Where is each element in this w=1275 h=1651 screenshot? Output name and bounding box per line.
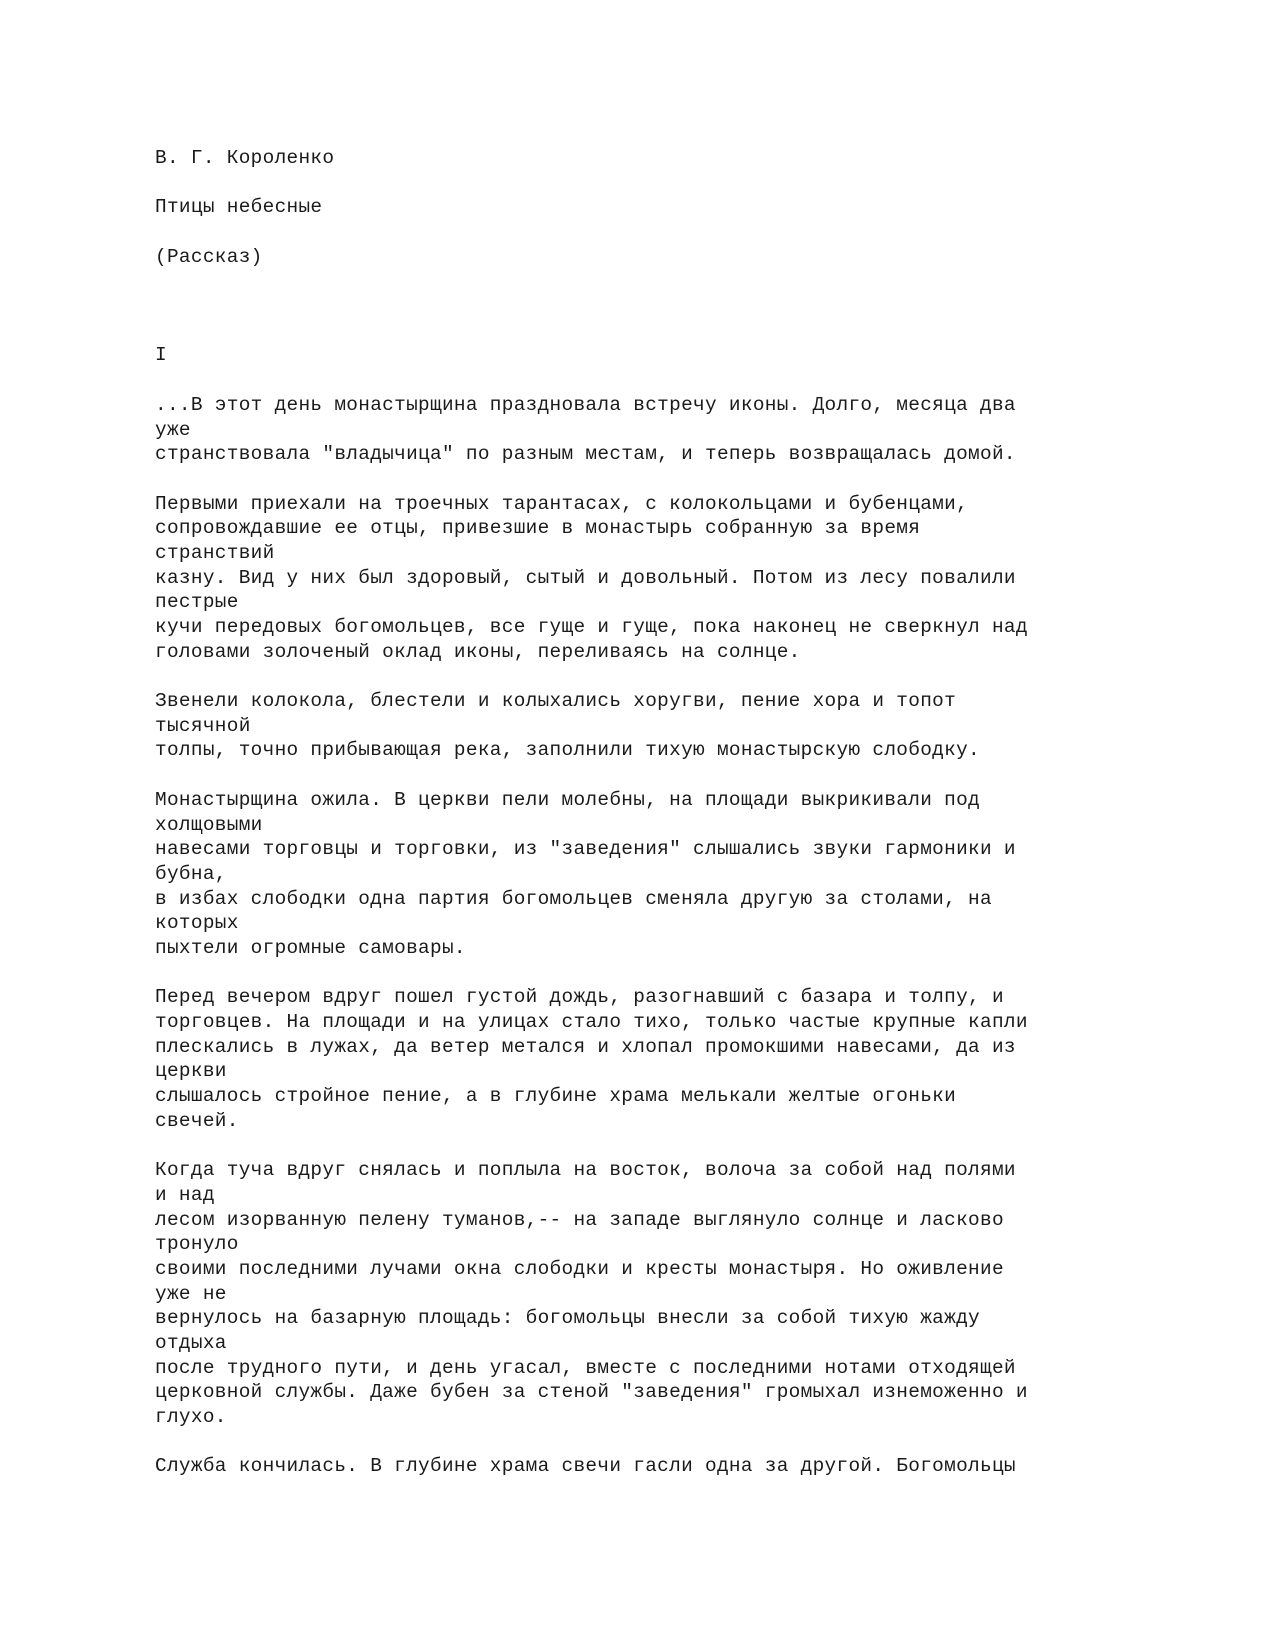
text-line: толпы, точно прибывающая река, заполнили тихую монастырскую слободку. xyxy=(155,739,980,762)
text-line: плескались в лужах, да ветер метался и хлопал промокшими навесами, да из xyxy=(155,1035,1016,1058)
paragraph xyxy=(155,393,1155,467)
text-line: ...В этот день монастырщина праздновала встречу иконы. Долго, месяца два xyxy=(155,393,1016,416)
author-name: В. Г. Короленко xyxy=(155,147,335,169)
text-line: головами золоченый оклад иконы, переливаясь на солнце. xyxy=(155,640,801,663)
text-line: которых xyxy=(155,912,239,935)
text-line: Служба кончилась. В глубине храма свечи гасли одна за другой. Богомольцы xyxy=(155,1455,1016,1478)
text-line: Первыми приехали на троечных тарантасах, с колокольцами и бубенцами, xyxy=(155,492,969,515)
paragraph xyxy=(155,788,1155,961)
chapter-number: I xyxy=(155,344,167,367)
text-line: пестрые xyxy=(155,591,239,614)
story-title: Птицы небесные xyxy=(155,196,323,219)
text-line: сопровождавшие ее отцы, привезшие в монастырь собранную за время xyxy=(155,517,921,540)
text-line: странствовала "владычица" по разным местам, и теперь возвращалась домой. xyxy=(155,443,1016,466)
text-line: кучи передовых богомольцев, все гуще и гуще, пока наконец не сверкнул над xyxy=(155,616,1028,638)
text-line: лесом изорванную пелену туманов,-- на западе выглянуло солнце и ласково xyxy=(155,1208,1004,1231)
text-line: уже не xyxy=(155,1282,227,1305)
document-page xyxy=(155,146,1155,1479)
paragraph xyxy=(155,985,1155,1133)
text-line: пыхтели огромные самовары. xyxy=(155,936,466,959)
text-line: холщовыми xyxy=(155,813,263,836)
story-body xyxy=(155,393,1155,1479)
text-line: церковной службы. Даже бубен за стеной "заведения" громыхал изнеможенно и xyxy=(155,1381,1028,1404)
text-line: своими последними лучами окна слободки и кресты монастыря. Но оживление xyxy=(155,1257,1004,1280)
text-line: странствий xyxy=(155,541,275,564)
text-line: бубна, xyxy=(155,862,227,885)
text-line: слышалось стройное пение, а в глубине храма мелькали желтые огоньки xyxy=(155,1085,957,1108)
text-line: тысячной xyxy=(155,714,251,737)
text-line: навесами торговцы и торговки, из "заведения" слышались звуки гармоники и xyxy=(155,838,1016,861)
text-line: Монастырщина ожила. В церкви пели молебны, на площади выкрикивали под xyxy=(155,788,980,811)
paragraph xyxy=(155,689,1155,763)
text-line: после трудного пути, и день угасал, вместе с последними нотами отходящей xyxy=(155,1356,1016,1379)
text-line: отдыха xyxy=(155,1331,227,1354)
paragraph xyxy=(155,1158,1155,1430)
text-line: Звенели колокола, блестели и колыхались хоругви, пение хора и топот xyxy=(155,690,957,713)
text-line: казну. Вид у них был здоровый, сытый и довольный. Потом из лесу повалили xyxy=(155,566,1016,589)
text-line: Когда туча вдруг снялась и поплыла на восток, волоча за собой над полями xyxy=(155,1159,1016,1182)
text-line: тронуло xyxy=(155,1233,239,1256)
text-line: в избах слободки одна партия богомольцев сменяла другую за столами, на xyxy=(155,887,992,910)
text-line: и над xyxy=(155,1183,215,1206)
text-line: глухо. xyxy=(155,1406,227,1428)
text-line: церкви xyxy=(155,1060,227,1083)
paragraph xyxy=(155,1454,1155,1479)
text-line: торговцев. На площади и на улицах стало тихо, только частые крупные капли xyxy=(155,1011,1028,1033)
story-subtitle: (Рассказ) xyxy=(155,245,263,268)
text-line: вернулось на базарную площадь: богомольцы внесли за собой тихую жажду xyxy=(155,1307,980,1330)
text-line: уже xyxy=(155,418,191,441)
paragraph xyxy=(155,492,1155,665)
text-line: Перед вечером вдруг пошел густой дождь, разогнавший с базара и толпу, и xyxy=(155,986,1004,1009)
text-line: свечей. xyxy=(155,1109,239,1132)
